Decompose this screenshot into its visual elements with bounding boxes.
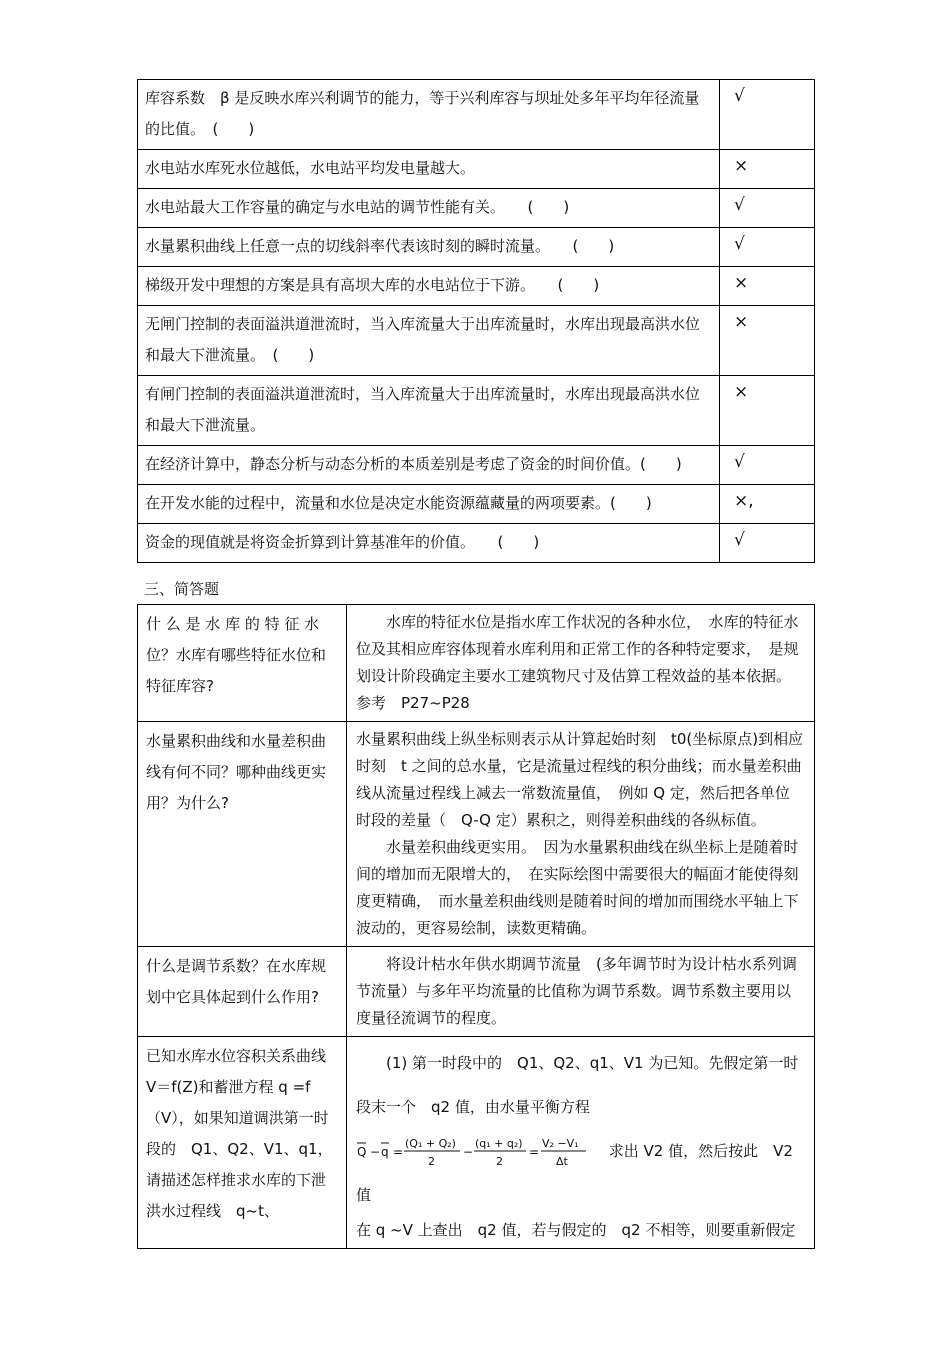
answer-cell [347,722,815,947]
tf-row [138,150,815,189]
answer-text: 水量累积曲线上纵坐标则表示从计算起始时刻 t0(坐标原点)到相应时刻 t 之间的总水量，它是流量过程线的积分曲线；而水量差积曲线从流量过程线上减去一常数流量值， 例如 Q 定，然后把各单位时段的差量（ Q-Q 定）累积之，则得差积曲线的各纵标值。 [356,730,804,829]
tf-row [138,189,815,228]
answer-mark: √ [720,228,815,267]
svg-text:(q₁ + q₂): (q₁ + q₂) [475,1136,523,1150]
short-answer-table [137,604,815,1249]
answer-mark: √ [720,446,815,485]
svg-text:−: − [463,1144,474,1159]
svg-text:−: − [370,1144,381,1159]
tf-row [138,446,815,485]
statement-cell: 水量累积曲线上任意一点的切线斜率代表该时刻的瞬时流量。 ( ) [138,228,720,267]
statement-cell: 梯级开发中理想的方案是具有高坝大库的水电站位于下游。 ( ) [138,267,720,306]
svg-text:Q: Q [357,1144,367,1159]
svg-text:=: = [529,1144,540,1159]
question-cell: 水量累积曲线和水量差积曲线有何不同？哪种曲线更实用？为什么? [138,722,347,947]
statement-cell: 在经济计算中，静态分析与动态分析的本质差别是考虑了资金的时间价值。( ) [138,446,720,485]
svg-text:Δt: Δt [556,1154,568,1168]
answer-text: 水库的特征水位是指水库工作状况的各种水位， 水库的特征水位及其相应库容体现着水库利用和正常工作的各种特定要求， 是规划设计阶段确定主要水工建筑物尺寸及估算工程效益的基本依据。参考 P27~P28 [356,613,799,712]
answer-cell [347,1037,815,1249]
equation-graphic [356,1134,604,1170]
question-cell: 什 么 是 水 库 的 特 征 水位？水库有哪些特征水位和特征库容? [138,605,347,722]
qa-row [138,947,815,1037]
answer-mark: √ [720,524,815,563]
answer-text: 在 q ~V 上查出 q2 值，若与假定的 q2 不相等，则要重新假定 [356,1221,796,1239]
answer-text: 求出 V2 值，然后按此 V2 值 [356,1142,793,1204]
answer-mark: × [720,267,815,306]
statement-cell: 无闸门控制的表面溢洪道泄流时，当入库流量大于出库流量时，水库出现最高洪水位和最大下泄流量。 ( ) [138,306,720,376]
answer-text: (1) 第一时段中的 Q1、Q2、q1、V1 为已知。先假定第一时段末一个 q2 值，由水量平衡方程 [356,1054,799,1116]
tf-row [138,228,815,267]
true-false-table [137,79,815,563]
qa-row [138,605,815,722]
tf-row [138,267,815,306]
statement-cell: 库容系数 β 是反映水库兴利调节的能力，等于兴利库容与坝址处多年平均年径流量的比值。 ( ) [138,80,720,150]
answer-cell [347,605,815,722]
tf-row [138,524,815,563]
answer-mark: √ [720,80,815,150]
answer-mark: × [720,150,815,189]
tf-row [138,80,815,150]
qa-row [138,722,815,947]
statement-cell: 水电站最大工作容量的确定与水电站的调节性能有关。 ( ) [138,189,720,228]
answer-mark: × [720,376,815,446]
answer-mark: × [720,306,815,376]
svg-text:2: 2 [496,1154,503,1168]
svg-text:2: 2 [428,1154,435,1168]
statement-cell: 有闸门控制的表面溢洪道泄流时，当入库流量大于出库流量时，水库出现最高洪水位和最大下泄流量。 [138,376,720,446]
tf-row [138,485,815,524]
tf-row [138,306,815,376]
answer-cell [347,947,815,1037]
statement-cell: 在开发水能的过程中，流量和水位是决定水能资源蕴藏量的两项要素。( ) [138,485,720,524]
statement-cell: 水电站水库死水位越低，水电站平均发电量越大。 [138,150,720,189]
water-balance-equation [356,1129,804,1217]
statement-cell: 资金的现值就是将资金折算到计算基准年的价值。 ( ) [138,524,720,563]
section-title: 三、简答题 [144,580,220,598]
svg-text:=: = [393,1144,404,1159]
answer-text: 将设计枯水年供水期调节流量 (多年调节时为设计枯水系列调节流量）与多年平均流量的比值称为调节系数。调节系数主要用以度量径流调节的程度。 [356,955,797,1027]
answer-text: 水量差积曲线更实用。 因为水量累积曲线在纵坐标上是随着时间的增加而无限增大的， 在实际绘图中需要很大的幅面才能使得刻度更精确， 而水量差积曲线则是随着时间的增加而围绕水平轴上下波动的，更容易绘制，读数更精确。 [356,838,799,937]
svg-text:q: q [381,1144,389,1159]
question-cell: 什么是调节系数？在水库规划中它具体起到什么作用? [138,947,347,1037]
svg-text:V₂ −V₁: V₂ −V₁ [542,1136,579,1150]
tf-row [138,376,815,446]
qa-row [138,1037,815,1249]
question-cell: 已知水库水位容积关系曲线 V＝f(Z)和蓄泄方程 q =f（V），如果知道调洪第一时段的 Q1、Q2、V1、q1，请描述怎样推求水库的下泄洪水过程线 q~t、 [138,1037,347,1249]
answer-mark: ×, [720,485,815,524]
svg-text:(Q₁ + Q₂): (Q₁ + Q₂) [405,1136,456,1150]
answer-mark: √ [720,189,815,228]
